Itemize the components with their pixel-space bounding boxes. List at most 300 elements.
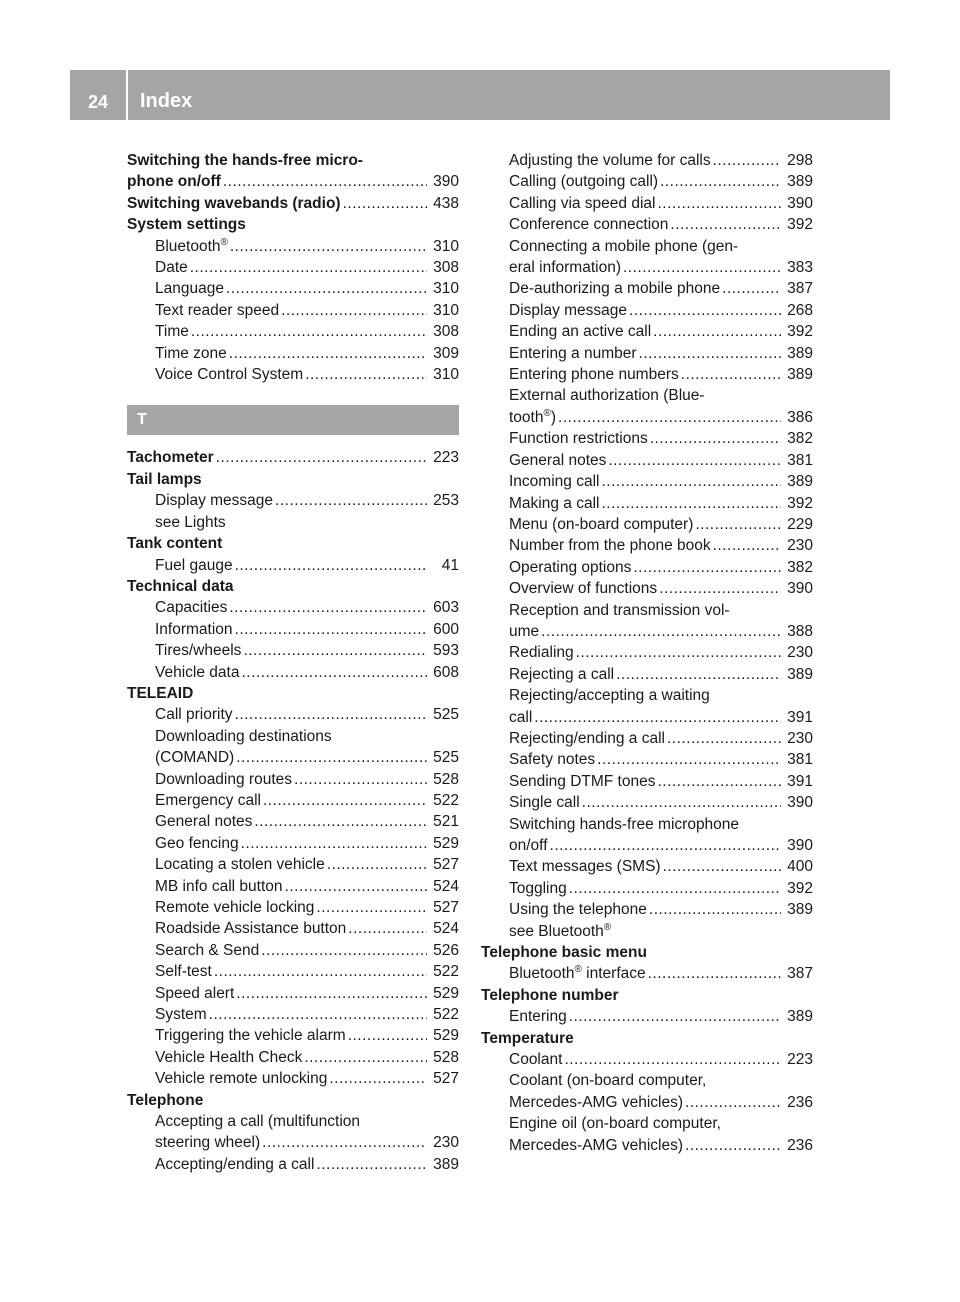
page-reference: 390 — [787, 837, 813, 854]
dot-leader — [190, 257, 427, 278]
index-subentry — [127, 640, 459, 661]
index-subentry — [481, 236, 813, 257]
entry-text: Making a call — [509, 494, 600, 512]
dot-leader — [229, 343, 427, 364]
index-subentry — [127, 918, 459, 939]
entry-text: Telephone basic menu — [481, 944, 647, 962]
index-subentry — [481, 728, 813, 749]
index-subentry — [127, 1047, 459, 1068]
page-reference: 308 — [433, 259, 459, 277]
entry-text: Toggling — [509, 879, 567, 897]
dot-leader — [216, 447, 427, 468]
page-reference: 529 — [433, 984, 459, 1002]
index-subentry — [481, 899, 813, 920]
dot-leader — [235, 704, 427, 725]
index-subentry — [481, 493, 813, 514]
dot-leader — [695, 514, 781, 535]
index-subentry — [127, 257, 459, 278]
index-subentry — [481, 707, 813, 728]
dot-leader — [633, 557, 781, 578]
entry-text: MB info call button — [155, 877, 283, 895]
entry-text: De-authorizing a mobile phone — [509, 280, 721, 298]
entry-text: call — [509, 708, 533, 726]
page-reference: 389 — [787, 1008, 813, 1026]
entry-text: steering wheel) — [155, 1134, 261, 1152]
dot-leader — [348, 918, 427, 939]
registered-mark: ® — [603, 921, 612, 933]
index-entry — [127, 214, 459, 235]
dot-leader — [236, 747, 427, 768]
index-entry — [127, 533, 459, 554]
index-entry — [127, 193, 459, 214]
index-subentry — [127, 897, 459, 918]
page-reference: 525 — [433, 749, 459, 767]
page-reference: 522 — [433, 791, 459, 809]
entry-text: ume — [509, 622, 540, 640]
page-reference: 309 — [433, 344, 459, 362]
dot-leader — [191, 321, 427, 342]
dot-leader — [601, 471, 781, 492]
dot-leader — [608, 450, 781, 471]
entry-text: Geo fencing — [155, 834, 239, 852]
index-subentry — [127, 1068, 459, 1089]
entry-text: Technical data — [127, 577, 234, 595]
dot-leader — [660, 171, 781, 192]
entry-text: Tail lamps — [127, 470, 202, 488]
index-entry — [127, 469, 459, 490]
index-subentry — [481, 300, 813, 321]
index-entry — [127, 576, 459, 597]
entry-text: Calling (outgoing call) — [509, 173, 659, 191]
index-subentry — [481, 471, 813, 492]
dot-leader — [241, 662, 427, 683]
entry-text: Rejecting/ending a call — [509, 729, 665, 747]
dot-leader — [281, 300, 427, 321]
index-subentry — [481, 1092, 813, 1113]
page-reference: 603 — [433, 599, 459, 617]
dot-leader — [649, 899, 781, 920]
index-subentry — [127, 1111, 459, 1132]
index-entry — [127, 447, 459, 468]
dot-leader — [209, 1004, 427, 1025]
entry-text: Fuel gauge — [155, 556, 233, 574]
index-subentry — [481, 856, 813, 877]
dot-leader — [263, 790, 427, 811]
dot-leader — [713, 150, 781, 171]
dot-leader — [316, 1154, 427, 1175]
index-subentry — [127, 1132, 459, 1153]
index-subentry — [481, 1006, 813, 1027]
page-reference: 388 — [787, 622, 813, 640]
entry-text: Overview of functions — [509, 580, 658, 598]
entry-text: on/off — [509, 837, 548, 854]
index-column-right — [481, 150, 813, 1156]
index-subentry — [481, 771, 813, 792]
index-subentry — [127, 983, 459, 1004]
entry-text: Redialing — [509, 644, 574, 662]
index-subentry — [127, 343, 459, 364]
entry-text: General notes — [155, 813, 253, 831]
entry-text: Entering — [509, 1008, 567, 1026]
entry-text: Time — [155, 323, 189, 341]
page-reference: 529 — [433, 1027, 459, 1045]
page-reference: 236 — [787, 1093, 813, 1111]
dot-leader — [648, 963, 781, 984]
entry-text: Bluetooth — [509, 965, 575, 983]
index-subentry — [127, 236, 459, 257]
dot-leader — [663, 856, 781, 877]
page-reference: 389 — [433, 1155, 459, 1173]
page-reference: 389 — [787, 473, 813, 491]
entry-text: System — [155, 1006, 207, 1024]
entry-text: Triggering the vehicle alarm — [155, 1027, 346, 1045]
page-reference: 392 — [787, 323, 813, 341]
entry-text: Calling via speed dial — [509, 194, 656, 212]
dot-leader — [667, 728, 781, 749]
entry-text: Conference connection — [509, 216, 669, 234]
entry-text: Reception and transmission vol- — [509, 601, 730, 619]
index-subentry — [127, 1004, 459, 1025]
index-subentry — [127, 364, 459, 385]
page-reference: 522 — [433, 963, 459, 981]
entry-text: Emergency call — [155, 791, 261, 809]
entry-text: Engine oil (on-board computer, — [509, 1115, 721, 1133]
page-reference: 253 — [433, 492, 459, 510]
index-subentry — [127, 961, 459, 982]
entry-text: Mercedes-AMG vehicles) — [509, 1093, 683, 1111]
page-reference: 386 — [787, 408, 813, 426]
index-subentry — [481, 257, 813, 278]
page-reference: 525 — [433, 706, 459, 724]
page-reference: 230 — [787, 537, 813, 555]
page-reference: 310 — [433, 301, 459, 319]
index-entry — [481, 985, 813, 1006]
entry-text: Switching wavebands (radio) — [127, 194, 341, 212]
page-reference: 391 — [787, 708, 813, 726]
dot-leader — [305, 364, 427, 385]
page-reference: 383 — [787, 259, 813, 277]
page-reference: 223 — [433, 449, 459, 467]
index-subentry — [127, 790, 459, 811]
entry-text: Sending DTMF tones — [509, 772, 656, 790]
page-reference: 310 — [433, 366, 459, 384]
index-subentry — [127, 769, 459, 790]
page-reference: 400 — [787, 858, 813, 876]
page-reference: 390 — [787, 194, 813, 212]
dot-leader — [236, 983, 427, 1004]
entry-text: Adjusting the volume for calls — [509, 152, 711, 169]
index-subentry — [127, 854, 459, 875]
entry-text: tooth — [509, 408, 544, 426]
entry-text: Display message — [155, 492, 274, 510]
dot-leader — [681, 364, 781, 385]
entry-text: Entering phone numbers — [509, 366, 679, 384]
page-reference: 392 — [787, 216, 813, 234]
page-reference: 438 — [433, 194, 459, 212]
page-reference: 593 — [433, 642, 459, 660]
dot-leader — [285, 876, 427, 897]
entry-text: see Lights — [155, 513, 226, 531]
page-reference: 600 — [433, 620, 459, 638]
entry-text: Switching hands-free microphone — [509, 815, 740, 833]
index-subentry — [481, 1049, 813, 1070]
index-subentry — [127, 704, 459, 725]
entry-text: Capacities — [155, 599, 228, 617]
entry-text: Accepting/ending a call — [155, 1155, 315, 1173]
page-reference: 524 — [433, 877, 459, 895]
index-subentry — [481, 450, 813, 471]
entry-text: Menu (on-board computer) — [509, 515, 694, 533]
page-reference: 390 — [787, 794, 813, 812]
dot-leader — [685, 1135, 781, 1156]
page-reference: 529 — [433, 834, 459, 852]
page-reference: 527 — [433, 899, 459, 916]
entry-text: Connecting a mobile phone (gen- — [509, 237, 739, 255]
index-subentry — [127, 833, 459, 854]
dot-leader — [348, 1025, 427, 1046]
entry-text: Downloading destinations — [155, 727, 332, 745]
page-reference: 526 — [433, 941, 459, 959]
page-reference: 528 — [433, 1048, 459, 1066]
index-subentry — [481, 578, 813, 599]
dot-leader — [713, 535, 781, 556]
entry-text: Tachometer — [127, 449, 214, 467]
index-subentry — [481, 685, 813, 706]
page-reference: 230 — [433, 1134, 459, 1152]
page-reference: 381 — [787, 451, 813, 469]
index-subentry — [481, 321, 813, 342]
entry-text: Operating options — [509, 558, 632, 576]
dot-leader — [582, 792, 781, 813]
entry-text: Temperature — [481, 1029, 574, 1047]
dot-leader — [541, 621, 781, 642]
index-subentry — [481, 664, 813, 685]
entry-text: Self-test — [155, 963, 212, 981]
index-subentry — [481, 963, 813, 984]
dot-leader — [229, 597, 427, 618]
page-reference: 229 — [787, 515, 813, 533]
entry-text: Vehicle data — [155, 663, 240, 681]
entry-text: Vehicle Health Check — [155, 1048, 303, 1066]
entry-text: Coolant (on-board computer, — [509, 1072, 707, 1090]
entry-text: Safety notes — [509, 751, 596, 769]
dot-leader — [601, 493, 781, 514]
page-number: 24 — [70, 70, 126, 120]
index-subentry — [481, 214, 813, 235]
dot-leader — [576, 642, 781, 663]
index-subentry — [127, 1025, 459, 1046]
entry-text: Downloading routes — [155, 770, 293, 788]
index-subentry — [481, 343, 813, 364]
index-subentry — [481, 749, 813, 770]
dot-leader — [558, 407, 781, 428]
page-reference: 392 — [787, 494, 813, 512]
index-entry — [127, 683, 459, 704]
dot-leader — [241, 833, 427, 854]
page-reference: 389 — [787, 901, 813, 919]
entry-text: Coolant — [509, 1051, 563, 1069]
page-reference: 528 — [433, 770, 459, 788]
entry-text: Remote vehicle locking — [155, 899, 315, 916]
entry-text: Using the telephone — [509, 901, 647, 919]
dot-leader — [534, 707, 781, 728]
page-reference: 230 — [787, 729, 813, 747]
entry-text: (COMAND) — [155, 749, 235, 767]
entry-text: External authorization (Blue- — [509, 387, 705, 405]
index-subentry — [127, 811, 459, 832]
page-reference: 527 — [433, 1070, 459, 1088]
page-reference: 387 — [787, 965, 813, 983]
entry-text: Function restrictions — [509, 430, 648, 448]
page-header — [70, 70, 890, 120]
entry-text: Voice Control System — [155, 366, 304, 384]
entry-text: Mercedes-AMG vehicles) — [509, 1136, 683, 1154]
dot-leader — [230, 236, 427, 257]
page-reference: 236 — [787, 1136, 813, 1154]
page-reference: 381 — [787, 751, 813, 769]
entry-text: Ending an active call — [509, 323, 652, 341]
page-reference: 392 — [787, 879, 813, 897]
entry-text-suffix: interface — [581, 965, 646, 983]
dot-leader — [261, 940, 427, 961]
index-subentry — [481, 364, 813, 385]
index-subentry — [481, 428, 813, 449]
dot-leader — [685, 1092, 781, 1113]
index-subentry — [481, 535, 813, 556]
index-subentry — [481, 557, 813, 578]
index-subentry — [127, 555, 459, 576]
entry-text: eral information) — [509, 259, 621, 277]
page-reference: 389 — [787, 366, 813, 384]
page-reference: 382 — [787, 558, 813, 576]
index-subentry — [481, 150, 813, 171]
dot-leader — [550, 835, 781, 856]
dot-leader — [653, 321, 781, 342]
entry-text: Tires/wheels — [155, 642, 242, 660]
page-reference: 387 — [787, 280, 813, 298]
page-reference: 522 — [433, 1006, 459, 1024]
entry-text: Time zone — [155, 344, 227, 362]
entry-text: Entering a number — [509, 344, 637, 362]
entry-text: Speed alert — [155, 984, 235, 1002]
entry-text: Text reader speed — [155, 301, 280, 319]
entry-text: Locating a stolen vehicle — [155, 856, 325, 874]
index-subentry — [481, 642, 813, 663]
index-subentry — [127, 747, 459, 768]
page-reference: 524 — [433, 920, 459, 938]
dot-leader — [650, 428, 781, 449]
section-title: Index — [128, 70, 890, 120]
index-subentry — [127, 321, 459, 342]
index-subentry — [127, 1154, 459, 1175]
entry-text: System settings — [127, 216, 246, 234]
index-subentry — [481, 600, 813, 621]
entry-text: Incoming call — [509, 473, 600, 491]
page-reference: 390 — [787, 580, 813, 598]
entry-text: Roadside Assistance button — [155, 920, 347, 938]
index-subentry — [127, 300, 459, 321]
dot-leader — [659, 578, 781, 599]
dot-leader — [569, 878, 781, 899]
index-subentry — [481, 193, 813, 214]
entry-text: Date — [155, 259, 188, 277]
page-reference: 391 — [787, 772, 813, 790]
page-reference: 382 — [787, 430, 813, 448]
dot-leader — [343, 193, 427, 214]
dot-leader — [235, 555, 427, 576]
entry-text: Call priority — [155, 706, 233, 724]
page-reference: 608 — [433, 663, 459, 681]
dot-leader — [564, 1049, 781, 1070]
index-subentry — [481, 1135, 813, 1156]
dot-leader — [569, 1006, 781, 1027]
index-subentry — [481, 385, 813, 406]
index-subentry — [127, 490, 459, 511]
dot-leader — [629, 300, 781, 321]
entry-text: Accepting a call (multifunction — [155, 1113, 361, 1131]
index-subentry — [481, 278, 813, 299]
entry-text: Display message — [509, 301, 628, 319]
index-subentry — [127, 726, 459, 747]
index-subentry — [481, 1070, 813, 1091]
index-subentry — [127, 597, 459, 618]
dot-leader — [316, 897, 427, 918]
index-subentry — [481, 878, 813, 899]
dot-leader — [616, 664, 781, 685]
page-reference: 230 — [787, 644, 813, 662]
dot-leader — [722, 278, 781, 299]
index-entry — [127, 171, 459, 192]
dot-leader — [639, 343, 781, 364]
index-subentry — [127, 278, 459, 299]
entry-text: see Bluetooth — [509, 922, 604, 940]
entry-text: Vehicle remote unlocking — [155, 1070, 328, 1088]
entry-text: Telephone number — [481, 986, 619, 1004]
page-reference: 41 — [441, 556, 459, 574]
index-column-left — [127, 150, 459, 1175]
dot-leader — [657, 771, 781, 792]
dot-leader — [254, 811, 427, 832]
dot-leader — [223, 171, 427, 192]
index-subentry — [481, 921, 813, 942]
registered-mark: ® — [543, 407, 551, 419]
index-letter-heading: T — [127, 405, 459, 435]
entry-text: phone on/off — [127, 173, 221, 191]
entry-text: Telephone — [127, 1091, 204, 1109]
entry-text: Tank content — [127, 535, 223, 553]
page-reference: 390 — [433, 173, 459, 191]
index-subentry — [481, 1113, 813, 1134]
entry-text: Single call — [509, 794, 580, 812]
page-reference: 298 — [787, 152, 813, 169]
dot-leader — [597, 749, 781, 770]
entry-text: Search & Send — [155, 941, 260, 959]
page-reference: 389 — [787, 344, 813, 362]
index-subentry — [127, 940, 459, 961]
page-reference: 389 — [787, 665, 813, 683]
entry-text: TELEAID — [127, 684, 194, 702]
index-subentry — [127, 619, 459, 640]
entry-text: Bluetooth — [155, 237, 221, 255]
index-entry — [481, 942, 813, 963]
index-entry — [481, 1028, 813, 1049]
index-subentry — [481, 514, 813, 535]
index-subentry — [127, 876, 459, 897]
index-subentry — [481, 171, 813, 192]
entry-text-suffix: ) — [550, 408, 557, 426]
registered-mark: ® — [574, 964, 582, 976]
dot-leader — [327, 854, 427, 875]
